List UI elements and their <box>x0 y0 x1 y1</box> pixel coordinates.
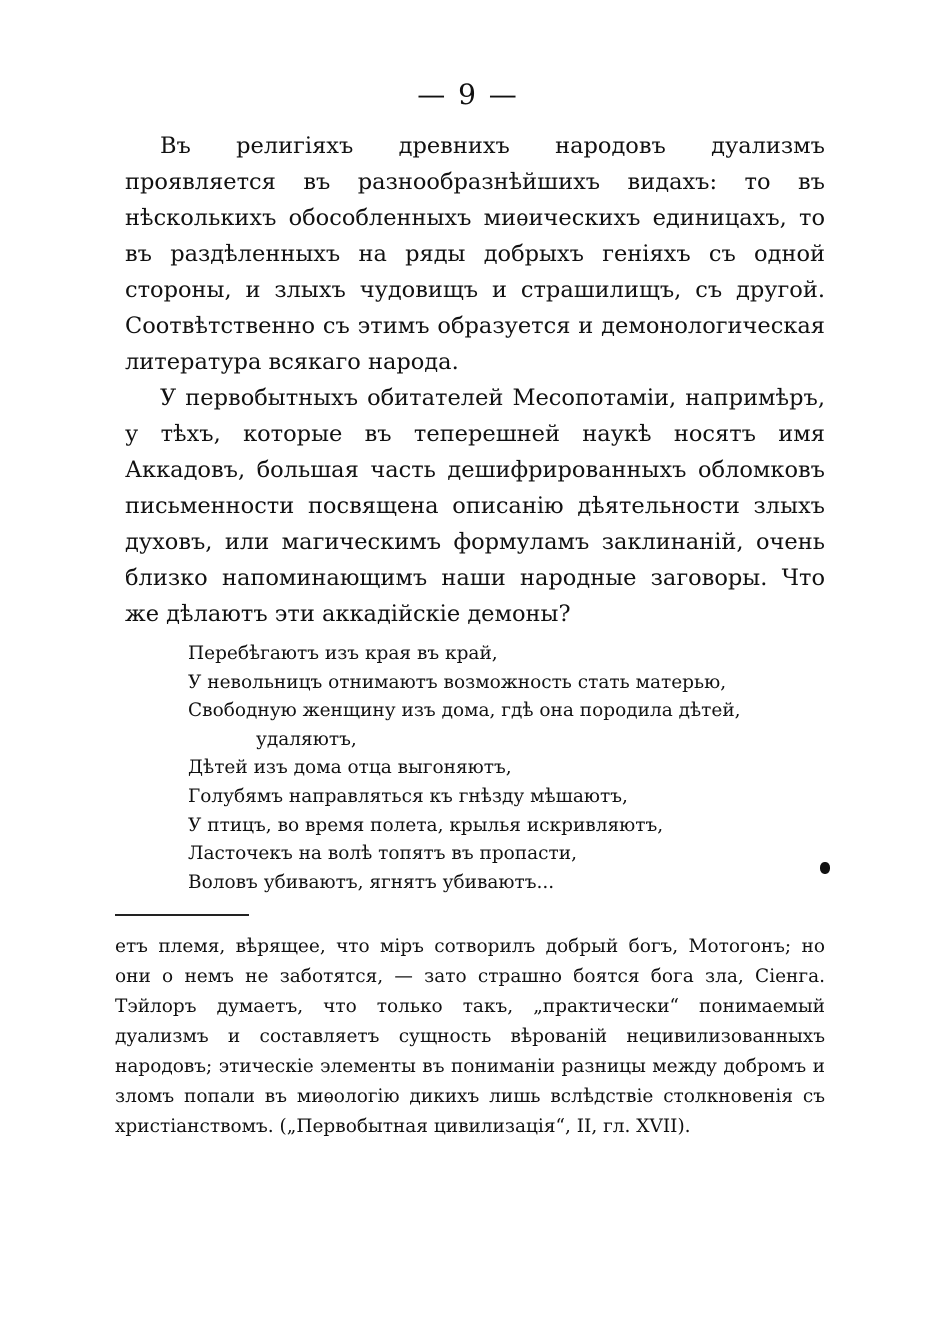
page-number: — 9 — <box>417 78 519 111</box>
verse-line: Воловъ убиваютъ, ягнятъ убиваютъ... <box>188 871 555 893</box>
footnote <box>115 932 825 1142</box>
footnote-text: етъ племя, вѣрящее, что міръ сотворилъ добрый богъ, Мотогонъ; но они о немъ не заботятся, — зато страшно боятся бога зла, Сіенга. Тэйлоръ думаетъ, что только такъ, „практически“ понимаемый дуализмъ и составляетъ сущность вѣрованій нецивилизованныхъ народовъ; этическіе элементы въ пониманіи разницы между добромъ и зломъ попали въ миѳологію дикихъ лишь вслѣдствіе столкновенія съ христіанствомъ. („Первобытная цивилизація“, II, гл. XVII). <box>115 936 825 1137</box>
verse-line: Перебѣгаютъ изъ края въ край, <box>188 643 498 664</box>
main-text <box>125 128 825 632</box>
verse-line: удаляютъ, <box>256 728 357 750</box>
verse-line: Свободную женщину изъ дома, гдѣ она породила дѣтей, <box>188 700 741 722</box>
margin-ink-mark <box>820 862 830 874</box>
verse-line: Голубямъ направляться къ гнѣзду мѣшаютъ, <box>188 785 628 807</box>
footnote-divider <box>115 914 249 916</box>
paragraph-2: У первобытныхъ обитателей Месопотаміи, напримѣръ, у тѣхъ, которые въ теперешней наукѣ носятъ имя Аккадовъ, большая часть дешифрированныхъ обломковъ письменности посвящена описанію дѣятельности злыхъ духовъ, или магическимъ формуламъ заклинаній, очень близко напоминающимъ наши народные заговоры. Что же дѣлаютъ эти аккадійскіе демоны? <box>125 385 825 627</box>
verse-line: У невольницъ отнимаютъ возможность стать матерью, <box>188 671 727 693</box>
verse-quote <box>188 640 828 897</box>
verse-line: У птицъ, во время полета, крылья искривляютъ, <box>188 814 664 836</box>
paragraph-1: Въ религіяхъ древнихъ народовъ дуализмъ проявляется въ разнообразнѣйшихъ видахъ: то въ нѣсколькихъ обособленныхъ миѳическихъ единицахъ, то въ раздѣленныхъ на ряды добрыхъ геніяхъ съ одной стороны, и злыхъ чудовищъ и страшилищъ, съ другой. Соотвѣтственно съ этимъ образуется и демонологическая литература всякаго народа. <box>125 133 825 375</box>
verse-line: Ласточекъ на волѣ топятъ въ пропасти, <box>188 843 577 865</box>
verse-line: Дѣтей изъ дома отца выгоняютъ, <box>188 757 512 779</box>
